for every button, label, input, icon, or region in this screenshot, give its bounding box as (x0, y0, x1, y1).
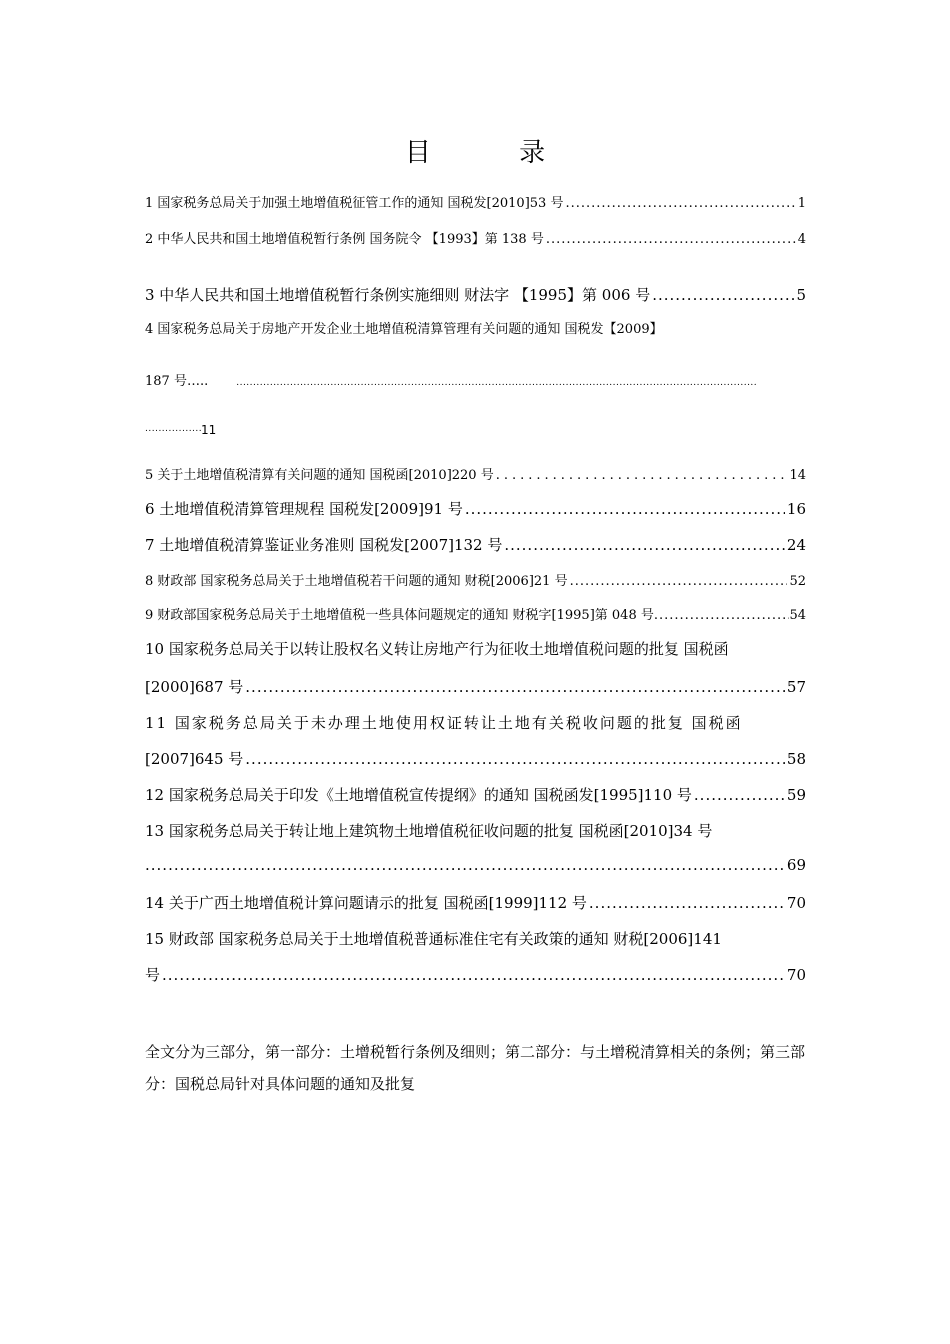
page-title: 目 录 (404, 138, 586, 168)
dot-leader (694, 786, 785, 804)
toc-entry-2[interactable] (145, 228, 806, 247)
toc-entry-text: 4 国家税务总局关于房地产开发企业土地增值税清算管理有关问题的通知 国税发【2009】 (145, 322, 663, 337)
toc-page-number: 14 (789, 468, 806, 483)
dot-leader (145, 856, 785, 874)
toc-entry-3[interactable] (145, 284, 806, 305)
dot-leader (236, 374, 756, 389)
toc-entry-text: 9 财政部国家税务总局关于土地增值税一些具体问题规定的通知 财税字[1995]第 048 号 (145, 608, 654, 623)
toc-entry-text-cont: [2007]645 号 (145, 750, 244, 768)
toc-page-number: 11 (201, 423, 217, 437)
toc-page-number: 59 (786, 786, 806, 804)
toc-page-number: 57 (786, 678, 806, 696)
toc-entry-11-cont[interactable] (145, 748, 806, 769)
dot-leader (546, 232, 796, 247)
toc-entry-text: 2 中华人民共和国土地增值税暂行条例 国务院令 【1993】第 138 号 (145, 232, 544, 247)
dot-leader (589, 894, 785, 912)
toc-entry-14[interactable] (145, 892, 806, 913)
toc-page-number: 58 (786, 750, 806, 768)
dot-leader (652, 286, 794, 304)
toc-entry-12[interactable] (145, 784, 806, 805)
toc-entry-15[interactable] (145, 928, 806, 949)
toc-page-number: 70 (786, 966, 806, 984)
toc-page-number: 16 (786, 500, 806, 518)
toc-entry-text: 5 关于土地增值税清算有关问题的通知 国税函[2010]220 号 (145, 468, 494, 483)
toc-page-number: 4 (797, 232, 806, 247)
toc-entry-text: 6 土地增值税清算管理规程 国税发[2009]91 号 (145, 500, 463, 518)
toc-page-number: 24 (786, 536, 806, 554)
toc-entry-10[interactable] (145, 638, 806, 659)
toc-entry-text-cont: 187 号….. (145, 374, 209, 389)
dot-leader (496, 468, 788, 483)
dot-leader (162, 966, 785, 984)
dot-leader (570, 574, 788, 589)
toc-page-number: 52 (789, 574, 806, 589)
toc-entry-text: 14 关于广西土地增值税计算问题请示的批复 国税函[1999]112 号 (145, 894, 587, 912)
summary-paragraph: 全文分为三部分，第一部分：土增税暂行条例及细则；第二部分：与土增税清算相关的条例；第三部分：国税总局针对具体问题的通知及批复 (145, 1043, 806, 1093)
dot-leader (565, 196, 795, 211)
toc-page-number: 1 (797, 196, 806, 211)
toc-entry-text: 11 国家税务总局关于未办理土地使用权证转让土地有关税收问题的批复 国税函 (145, 714, 743, 732)
toc-entry-4-page-line[interactable] (145, 420, 806, 437)
toc-page-number: 69 (786, 856, 806, 874)
toc-entry-text: 12 国家税务总局关于印发《土地增值税宣传提纲》的通知 国税函发[1995]110 号 (145, 786, 692, 804)
toc-entry-4-cont[interactable] (145, 370, 806, 389)
toc-page-number: 70 (786, 894, 806, 912)
toc-page-number: 5 (796, 286, 806, 304)
toc-entry-10-cont[interactable] (145, 676, 806, 697)
toc-entry-6[interactable] (145, 498, 806, 519)
toc-page-number: 54 (789, 608, 806, 623)
toc-entry-8[interactable] (145, 570, 806, 589)
toc-entry-text: 7 土地增值税清算鉴证业务准则 国税发[2007]132 号 (145, 536, 503, 554)
toc-entry-text: 1 国家税务总局关于加强土地增值税征管工作的通知 国税发[2010]53 号 (145, 196, 564, 211)
dot-leader (145, 420, 201, 434)
toc-entry-1[interactable] (145, 192, 806, 211)
toc-entry-15-cont[interactable] (145, 964, 806, 985)
toc-entry-text: 3 中华人民共和国土地增值税暂行条例实施细则 财法字 【1995】第 006 号 (145, 286, 651, 304)
dot-leader (654, 608, 790, 623)
toc-entry-13-cont[interactable] (145, 856, 806, 874)
toc-entry-4[interactable] (145, 318, 806, 337)
dot-leader (465, 500, 785, 518)
toc-entry-text: 10 国家税务总局关于以转让股权名义转让房地产行为征收土地增值税问题的批复 国税函 (145, 640, 729, 658)
toc-entry-text-cont: [2000]687 号 (145, 678, 244, 696)
toc-entry-text: 8 财政部 国家税务总局关于土地增值税若干问题的通知 财税[2006]21 号 (145, 574, 568, 589)
toc-entry-9[interactable] (145, 604, 806, 623)
toc-entry-11[interactable] (145, 712, 806, 733)
dot-leader (245, 678, 785, 696)
toc-entry-5[interactable] (145, 464, 806, 483)
dot-leader (504, 536, 785, 554)
dot-leader (245, 750, 785, 768)
toc-entry-13[interactable] (145, 820, 806, 841)
toc-entry-text: 13 国家税务总局关于转让地上建筑物土地增值税征收问题的批复 国税函[2010]34 号 (145, 822, 713, 840)
toc-entry-text: 15 财政部 国家税务总局关于土地增值税普通标准住宅有关政策的通知 财税[2006]141 (145, 930, 722, 948)
toc-entry-7[interactable] (145, 534, 806, 555)
toc-entry-text-cont: 号 (145, 966, 161, 984)
